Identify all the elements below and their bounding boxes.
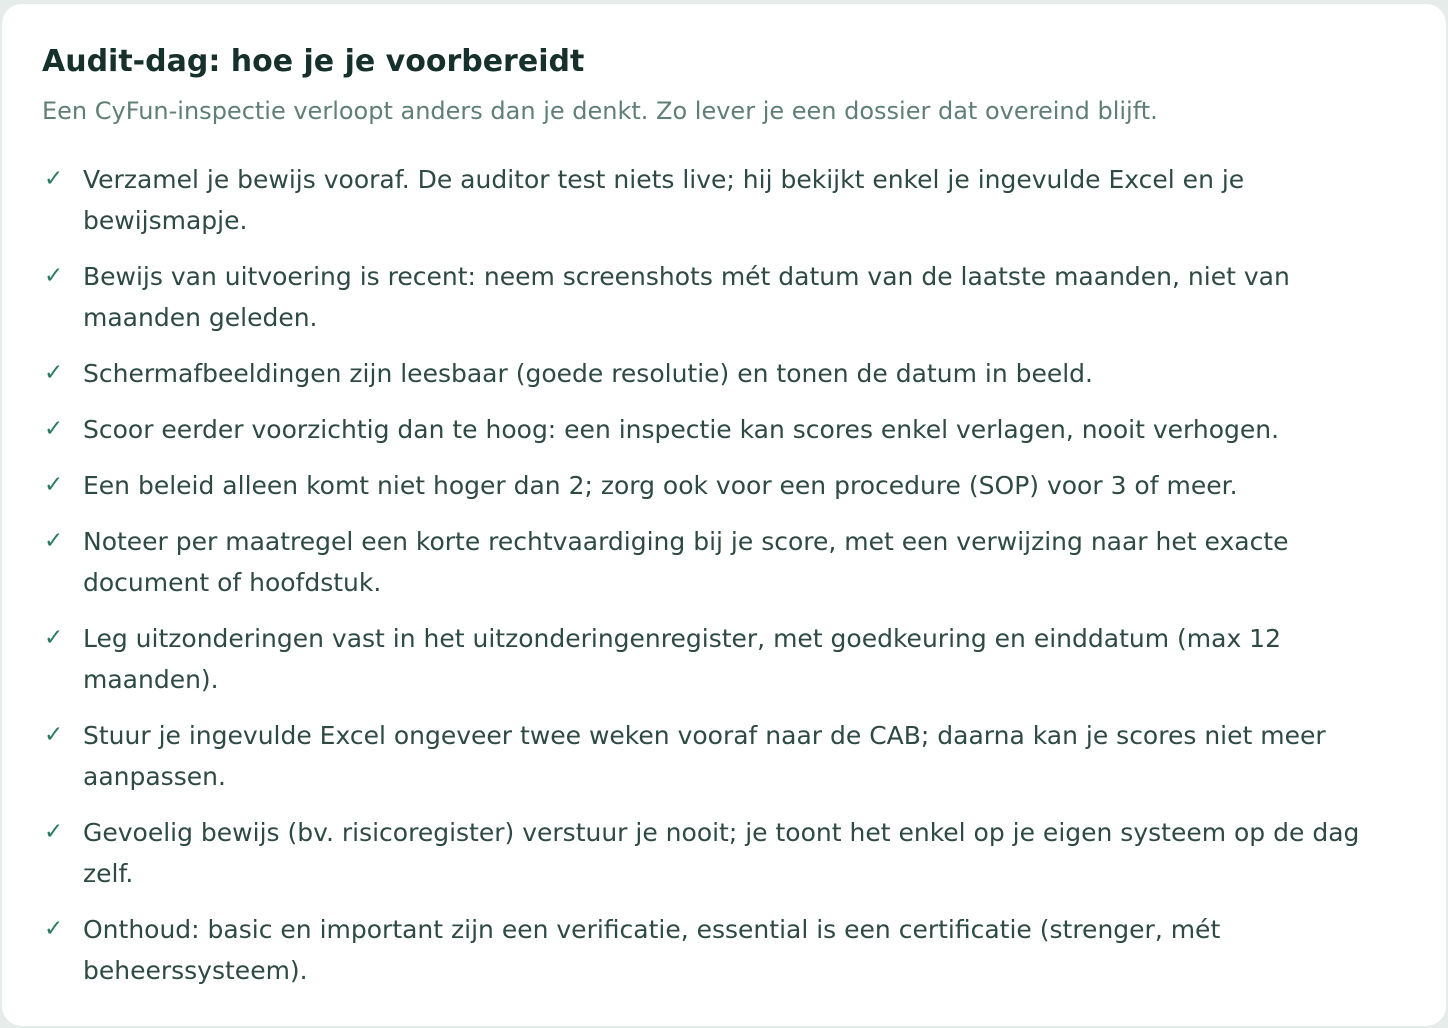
checklist-item	[42, 812, 1412, 894]
checkmark-icon: ✓	[44, 416, 64, 442]
checklist-item-text: Een beleid alleen komt niet hoger dan 2; zorg ook voor een procedure (SOP) voor 3 of meer.	[83, 471, 1238, 500]
checklist-item-text: Leg uitzonderingen vast in het uitzonderingenregister, met goedkeuring en einddatum (max 12 maanden).	[83, 624, 1281, 694]
checklist-item	[42, 256, 1412, 338]
checkmark-icon: ✓	[44, 166, 64, 192]
checklist-item-text: Schermafbeeldingen zijn leesbaar (goede resolutie) en tonen de datum in beeld.	[83, 359, 1093, 388]
audit-prep-card	[2, 4, 1446, 1026]
checkmark-icon: ✓	[44, 819, 64, 845]
checklist-item	[42, 618, 1412, 700]
checklist-item	[42, 159, 1412, 241]
checklist-item-text: Noteer per maatregel een korte rechtvaardiging bij je score, met een verwijzing naar het exacte document of hoofdstuk.	[83, 527, 1289, 597]
card-subtitle: Een CyFun-inspectie verloopt anders dan je denkt. Zo lever je een dossier dat overeind blijft.	[42, 97, 1158, 125]
checklist-item	[42, 465, 1412, 506]
checkmark-icon: ✓	[44, 263, 64, 289]
checklist-item	[42, 353, 1412, 394]
checklist-item-text: Stuur je ingevulde Excel ongeveer twee weken vooraf naar de CAB; daarna kan je scores niet meer aanpassen.	[83, 721, 1326, 791]
checklist-item-text: Bewijs van uitvoering is recent: neem screenshots mét datum van de laatste maanden, niet van maanden geleden.	[83, 262, 1290, 332]
checkmark-icon: ✓	[44, 528, 64, 554]
checklist-item-text: Verzamel je bewijs vooraf. De auditor test niets live; hij bekijkt enkel je ingevulde Excel en je bewijsmapje.	[83, 165, 1245, 235]
checkmark-icon: ✓	[44, 472, 64, 498]
checklist-item-text: Scoor eerder voorzichtig dan te hoog: een inspectie kan scores enkel verlagen, nooit verhogen.	[83, 415, 1280, 444]
checklist-item	[42, 409, 1412, 450]
checklist-item	[42, 715, 1412, 797]
checkmark-icon: ✓	[44, 360, 64, 386]
checkmark-icon: ✓	[44, 722, 64, 748]
card-title: Audit-dag: hoe je je voorbereidt	[42, 44, 585, 79]
checklist-item-text: Onthoud: basic en important zijn een verificatie, essential is een certificatie (strenger, mét beheerssysteem).	[83, 915, 1221, 985]
checklist-item	[42, 521, 1412, 603]
checklist	[42, 159, 1412, 1006]
checklist-item	[42, 909, 1412, 991]
checkmark-icon: ✓	[44, 916, 64, 942]
checklist-item-text: Gevoelig bewijs (bv. risicoregister) verstuur je nooit; je toont het enkel op je eigen systeem op de dag zelf.	[83, 818, 1360, 888]
checkmark-icon: ✓	[44, 625, 64, 651]
